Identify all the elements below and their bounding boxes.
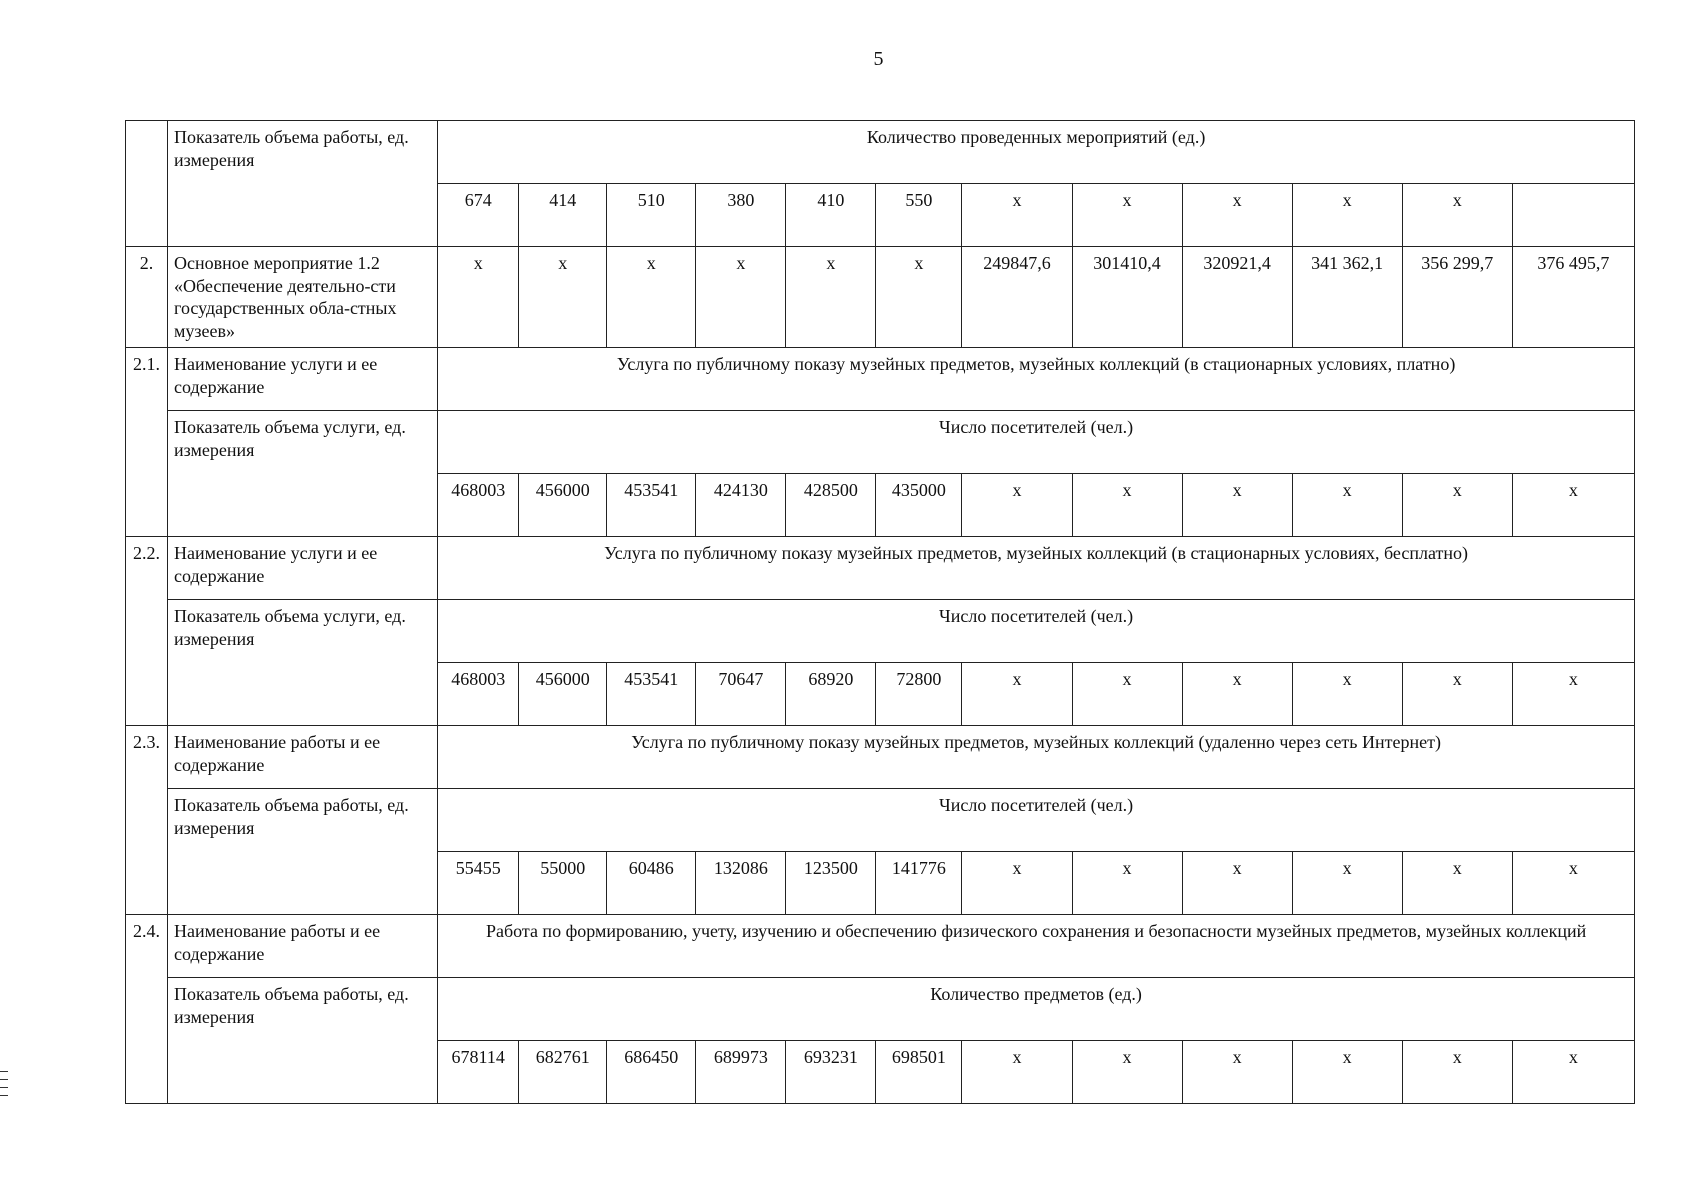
value-cell: х — [1292, 1041, 1402, 1104]
value-cell: х — [1182, 184, 1292, 247]
section-number: 2.4. — [126, 915, 168, 1104]
number-cell — [126, 121, 168, 247]
main-event-label: Основное мероприятие 1.2 «Обеспечение деятельно-сти государственных обла-стных музеев» — [168, 247, 438, 348]
value-cell: 435000 — [876, 474, 962, 537]
value-cell: х — [962, 474, 1072, 537]
section-number: 2.3. — [126, 726, 168, 915]
indicator-value: Количество проведенных мероприятий (ед.) — [438, 121, 1635, 184]
name-label: Наименование услуги и ее содержание — [168, 537, 438, 600]
value-cell: 123500 — [786, 852, 876, 915]
value-cell: х — [1072, 184, 1182, 247]
value-cell: х — [1402, 663, 1512, 726]
indicator-label: Показатель объема работы, ед. измерения — [168, 121, 438, 247]
page-number: 5 — [873, 48, 884, 70]
value-cell: 414 — [519, 184, 607, 247]
value-cell: х — [1512, 1041, 1634, 1104]
value-cell: х — [1072, 852, 1182, 915]
name-label: Наименование услуги и ее содержание — [168, 348, 438, 411]
value-cell: х — [519, 247, 607, 348]
value-cell: х — [1402, 1041, 1512, 1104]
section-name-row — [126, 915, 1635, 978]
value-cell: х — [1402, 852, 1512, 915]
value-cell: 249847,6 — [962, 247, 1072, 348]
value-cell: 141776 — [876, 852, 962, 915]
value-cell: 72800 — [876, 663, 962, 726]
value-cell: х — [1292, 852, 1402, 915]
value-cell: 55000 — [519, 852, 607, 915]
value-cell: 456000 — [519, 474, 607, 537]
value-cell: 341 362,1 — [1292, 247, 1402, 348]
value-cell: 468003 — [438, 474, 519, 537]
value-cell: 453541 — [607, 474, 696, 537]
value-cell: 698501 — [876, 1041, 962, 1104]
value-cell: 678114 — [438, 1041, 519, 1104]
name-label: Наименование работы и ее содержание — [168, 915, 438, 978]
value-cell: х — [1292, 184, 1402, 247]
value-cell: х — [1402, 474, 1512, 537]
scan-mark — [0, 1071, 8, 1072]
indicator-label: Показатель объема работы, ед. измерения — [168, 789, 438, 915]
value-cell: 689973 — [696, 1041, 786, 1104]
value-cell: х — [876, 247, 962, 348]
value-cell: х — [1182, 1041, 1292, 1104]
value-cell: х — [696, 247, 786, 348]
value-cell: 456000 — [519, 663, 607, 726]
value-cell: 453541 — [607, 663, 696, 726]
indicator-label: Показатель объема услуги, ед. измерения — [168, 600, 438, 726]
value-cell: 68920 — [786, 663, 876, 726]
value-cell: 132086 — [696, 852, 786, 915]
value-cell: 60486 — [607, 852, 696, 915]
section-name-row — [126, 348, 1635, 411]
indicator-value: Число посетителей (чел.) — [438, 789, 1635, 852]
name-value: Работа по формированию, учету, изучению и обеспечению физического сохранения и безопасности музейных предметов, музейных коллекций — [438, 915, 1635, 978]
value-cell: 356 299,7 — [1402, 247, 1512, 348]
value-cell: х — [607, 247, 696, 348]
value-cell: 550 — [876, 184, 962, 247]
value-cell: 380 — [696, 184, 786, 247]
value-cell: х — [1292, 474, 1402, 537]
value-cell: х — [962, 852, 1072, 915]
top-header-row — [126, 121, 1635, 184]
value-cell: х — [438, 247, 519, 348]
number-cell: 2. — [126, 247, 168, 348]
value-cell: 55455 — [438, 852, 519, 915]
section-number: 2.1. — [126, 348, 168, 537]
value-cell: х — [1512, 663, 1634, 726]
value-cell: х — [1402, 184, 1512, 247]
value-cell: 468003 — [438, 663, 519, 726]
value-cell: 410 — [786, 184, 876, 247]
value-cell: 428500 — [786, 474, 876, 537]
value-cell: 424130 — [696, 474, 786, 537]
value-cell: х — [1512, 474, 1634, 537]
indicator-label: Показатель объема услуги, ед. измерения — [168, 411, 438, 537]
scan-mark — [0, 1087, 8, 1088]
value-cell: х — [1512, 852, 1634, 915]
value-cell: х — [1072, 474, 1182, 537]
value-cell: 693231 — [786, 1041, 876, 1104]
value-cell: х — [1292, 663, 1402, 726]
value-cell: х — [786, 247, 876, 348]
scan-mark — [0, 1079, 8, 1080]
value-cell: х — [962, 663, 1072, 726]
value-cell: 70647 — [696, 663, 786, 726]
value-cell: х — [1182, 852, 1292, 915]
value-cell: х — [962, 1041, 1072, 1104]
section-indicator-row — [126, 978, 1635, 1041]
indicators-table — [125, 120, 1635, 1104]
indicator-value: Количество предметов (ед.) — [438, 978, 1635, 1041]
name-value: Услуга по публичному показу музейных предметов, музейных коллекций (удаленно через сеть Интернет) — [438, 726, 1635, 789]
value-cell: 301410,4 — [1072, 247, 1182, 348]
section-name-row — [126, 537, 1635, 600]
section-number: 2.2. — [126, 537, 168, 726]
value-cell: х — [1072, 1041, 1182, 1104]
indicator-value: Число посетителей (чел.) — [438, 600, 1635, 663]
value-cell: 674 — [438, 184, 519, 247]
scan-mark — [0, 1095, 8, 1096]
main-event-row — [126, 247, 1635, 348]
value-cell: х — [1072, 663, 1182, 726]
value-cell: х — [1182, 474, 1292, 537]
section-name-row — [126, 726, 1635, 789]
value-cell: 376 495,7 — [1512, 247, 1634, 348]
indicator-value: Число посетителей (чел.) — [438, 411, 1635, 474]
value-cell: 320921,4 — [1182, 247, 1292, 348]
value-cell: 686450 — [607, 1041, 696, 1104]
section-indicator-row — [126, 789, 1635, 852]
section-indicator-row — [126, 600, 1635, 663]
value-cell: 510 — [607, 184, 696, 247]
section-indicator-row — [126, 411, 1635, 474]
value-cell: х — [962, 184, 1072, 247]
value-cell: х — [1182, 663, 1292, 726]
value-cell: 682761 — [519, 1041, 607, 1104]
name-label: Наименование работы и ее содержание — [168, 726, 438, 789]
indicator-label: Показатель объема работы, ед. измерения — [168, 978, 438, 1104]
name-value: Услуга по публичному показу музейных предметов, музейных коллекций (в стационарных условиях, бесплатно) — [438, 537, 1635, 600]
value-cell — [1512, 184, 1634, 247]
name-value: Услуга по публичному показу музейных предметов, музейных коллекций (в стационарных условиях, платно) — [438, 348, 1635, 411]
